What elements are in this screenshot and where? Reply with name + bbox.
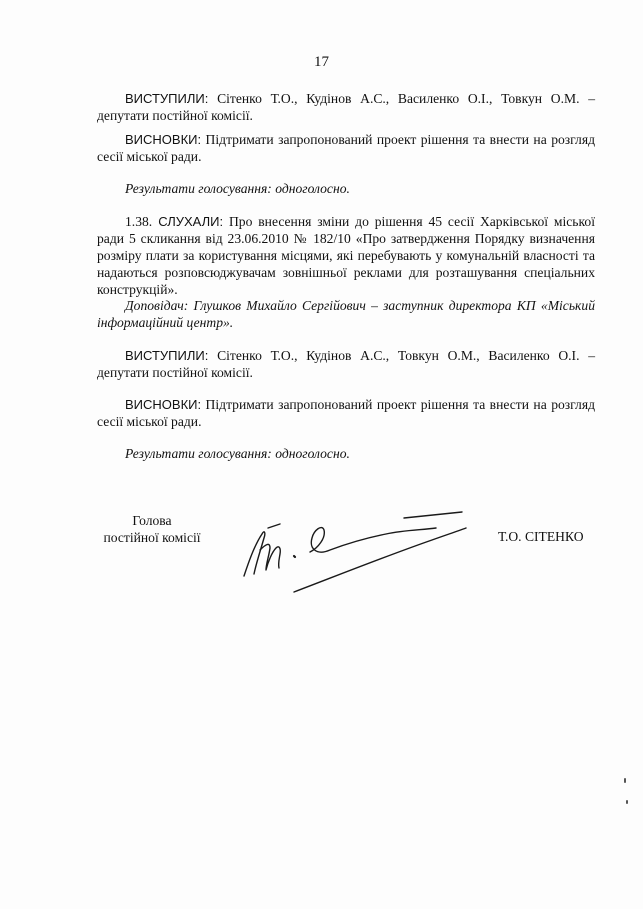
speaker-reporter: Доповідач: Глушков Михайло Сергійович – заступник директора КП «Міський інформаційний центр».	[97, 298, 595, 330]
scan-speck	[626, 800, 628, 804]
signatory-title	[82, 512, 222, 546]
item-number: 1.38.	[125, 214, 153, 229]
signatory-name: Т.О. СІТЕНКО	[498, 529, 584, 544]
voting-result-1: Результати голосування: одноголосно.	[125, 181, 350, 196]
speakers-text: Сітенко Т.О., Кудінов А.С., Василенко О.І., Товкун О.М. – депутати постійної комісії.	[97, 91, 595, 123]
conclusions-label: ВИСНОВКИ:	[125, 397, 202, 412]
speakers-text: Сітенко Т.О., Кудінов А.С., Товкун О.М., Василенко О.І. – депутати постійної комісії.	[97, 348, 595, 380]
speakers-paragraph-1	[97, 90, 595, 124]
conclusions-paragraph-2	[97, 396, 595, 430]
voting-result-2: Результати голосування: одноголосно.	[125, 446, 350, 461]
speakers-paragraph-2	[97, 347, 595, 381]
conclusions-text: Підтримати запропонований проект рішення та внести на розгляд сесії міської ради.	[97, 397, 595, 429]
page-number: 17	[314, 54, 329, 70]
heard-text: Про внесення зміни до рішення 45 сесії Харківської міської ради 5 скликання від 23.06.2010 № 182/10 «Про затвердження Порядку визначення розміру плати за користування місцями, які перебувають у комунальній власності та надаються розповсюджувачам зовнішньої реклами для розташування спеціальних конструкцій».	[97, 214, 595, 297]
scan-speck	[624, 778, 626, 783]
signatory-title-line-1: Голова	[132, 513, 172, 528]
speakers-label: ВИСТУПИЛИ:	[125, 91, 209, 106]
signatory-title-line-2: постійної комісії	[103, 530, 201, 545]
conclusions-text: Підтримати запропонований проект рішення та внести на розгляд сесії міської ради.	[97, 132, 595, 164]
conclusions-label: ВИСНОВКИ:	[125, 132, 202, 147]
conclusions-paragraph-1	[97, 131, 595, 165]
heard-paragraph	[97, 213, 595, 298]
speakers-label: ВИСТУПИЛИ:	[125, 348, 209, 363]
handwritten-signature	[236, 504, 486, 600]
heard-label: СЛУХАЛИ:	[152, 214, 224, 229]
